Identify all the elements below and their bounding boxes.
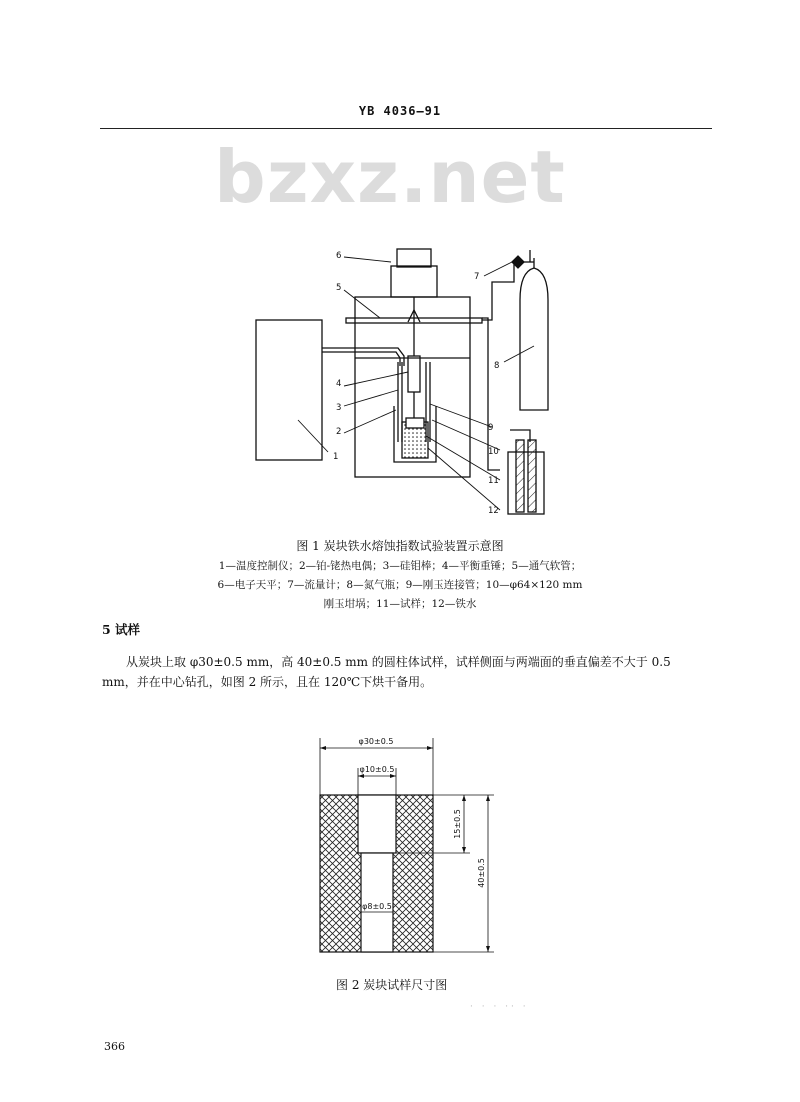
dim-bottom-hole-diameter: φ8±0.5 bbox=[362, 902, 392, 911]
top-hole bbox=[358, 795, 396, 853]
fig1-label-7: 7 bbox=[474, 272, 480, 282]
section-heading: 5 试样 bbox=[102, 622, 141, 637]
figure-1-legend-line-1: 1—温度控制仪；2—铂-铑热电偶；3—硅钼棒；4—平衡重锤；5—通气软管； bbox=[218, 560, 582, 572]
counterweight bbox=[408, 356, 420, 392]
temperature-controller bbox=[256, 320, 322, 460]
scan-specks: · · · ·· · bbox=[470, 1002, 529, 1012]
figure-1-legend-line-2: 6—电子天平；7—流量计；8—氮气瓶；9—刚玉连接管；10—φ64×120 mm bbox=[217, 579, 583, 591]
figure-1-legend-line-3: 刚玉坩埚；11—试样；12—铁水 bbox=[323, 598, 477, 610]
nitrogen-cylinder bbox=[520, 268, 548, 410]
electronic-balance bbox=[391, 266, 437, 297]
dim-height: 40±0.5 bbox=[477, 858, 486, 888]
fig1-label-9: 9 bbox=[488, 423, 494, 433]
page-number: 366 bbox=[104, 1040, 125, 1053]
fig1-label-1: 1 bbox=[333, 452, 339, 462]
dim-top-hole-diameter: φ10±0.5 bbox=[359, 765, 395, 774]
fig1-label-6: 6 bbox=[336, 251, 342, 261]
figure-1-caption: 图 1 炭块铁水熔蚀指数试验装置示意图 bbox=[296, 539, 504, 553]
fig1-label-8: 8 bbox=[494, 361, 500, 371]
fig1-label-4: 4 bbox=[336, 379, 342, 389]
fig1-label-10: 10 bbox=[488, 447, 499, 457]
fig1-label-11: 11 bbox=[488, 476, 499, 486]
figure-2-caption: 图 2 炭块试样尺寸图 bbox=[336, 978, 448, 992]
dim-hole-depth: 15±0.5 bbox=[453, 809, 462, 839]
bubbler-vessel bbox=[508, 452, 544, 514]
fig1-label-3: 3 bbox=[336, 403, 342, 413]
section-paragraph: 从炭块上取 φ30±0.5 mm，高 40±0.5 mm 的圆柱体试样，试样侧面与两端面的垂直偏差不大于 0.5 mm，并在中心钻孔，如图 2 所示，且在 120℃下烘干备用。 bbox=[102, 655, 671, 689]
fig1-label-5: 5 bbox=[336, 283, 342, 293]
figure-2-specimen-drawing bbox=[0, 720, 800, 970]
watermark: bzxz.net bbox=[214, 135, 566, 219]
figure-1-apparatus-diagram bbox=[0, 0, 800, 540]
dim-outer-diameter: φ30±0.5 bbox=[358, 737, 394, 746]
page-header: YB 4036—91 bbox=[358, 104, 442, 118]
electronic-balance-top bbox=[397, 249, 431, 267]
fig1-label-2: 2 bbox=[336, 427, 342, 437]
fig1-label-12: 12 bbox=[488, 506, 499, 516]
